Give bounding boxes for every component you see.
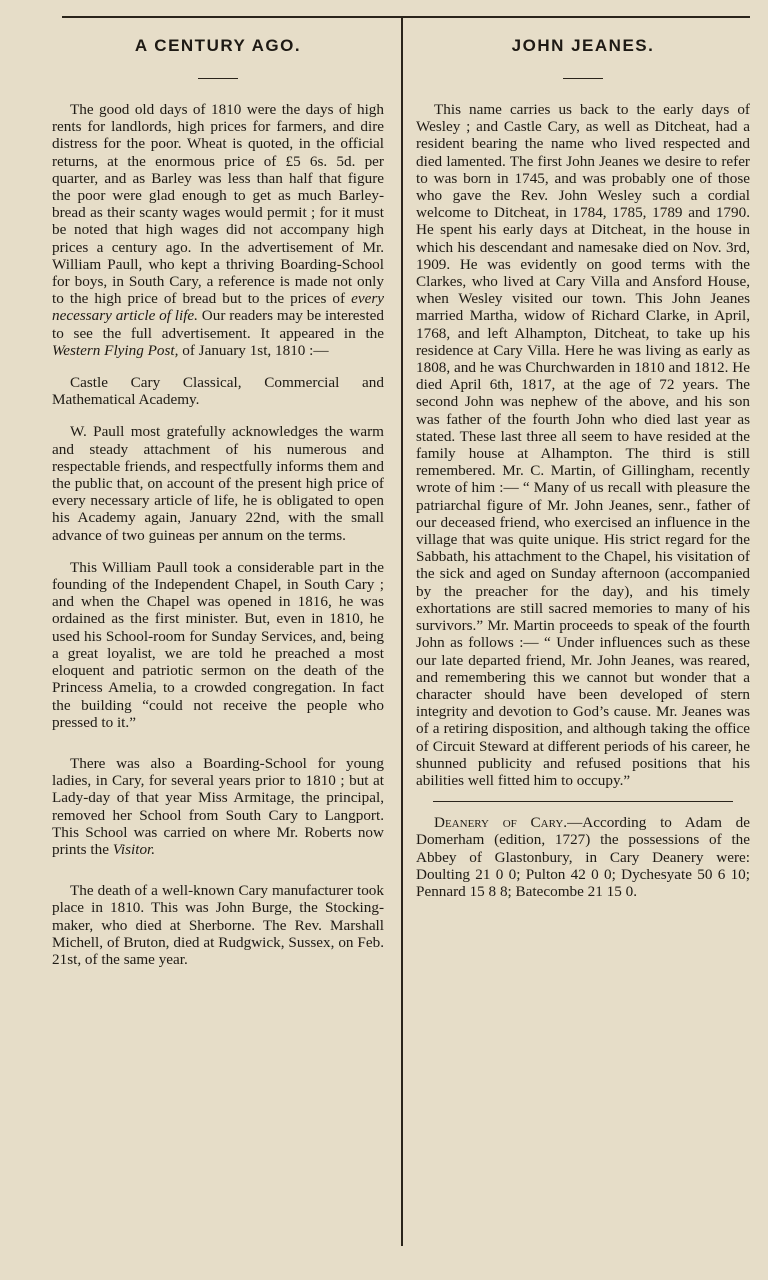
p1-text-a: The good old days of 1810 were the days of high rents for landlords, high prices for farmers, and dire distress for the poor. Wheat is quoted, in the official returns, at the enormous price of £5 6s. 5d. per quarter, and as Barley was less than half that figure the poor were glad enough to get as much Barley-bread as their scanty wages would permit ; for it must be noted that high wages did not accompany high prices a century ago. In the advertisement of Mr. William Paull, who kept a thriving Boarding-School for boys, in South Cary, a reference is made not only to the high price of bread but to the prices of — [52, 101, 384, 308]
top-rule — [62, 16, 750, 18]
right-heading: JOHN JEANES. — [511, 36, 655, 55]
p5-text: There was also a Boarding-School for young ladies, in Cary, for several years prior to 1810 ; but at Lady-day of that year Miss Armitage, the principal, removed her School from South Cary to Langport. This School was carried on where Mr. Roberts now prints the — [52, 754, 384, 858]
column-divider — [401, 18, 403, 1246]
century-paragraph-1 — [52, 101, 384, 359]
p1-text-c: of January 1st, 1810 :— — [178, 341, 329, 359]
century-paragraph-3: W. Paull most gratefully acknowledges the warm and steady attachment of his numerous and respectable friends, and respectfully informs them and the public that, on account of the present high price of every necessary article of life, he is obligated to open his Academy again, January 22nd, with the small advance of two guineas per annum on the terms. — [52, 423, 384, 544]
right-column — [416, 32, 750, 900]
p1-paper-name: Western Flying Post, — [52, 341, 179, 359]
deanery-paragraph — [416, 814, 750, 900]
century-paragraph-4: This William Paull took a considerable part in the founding of the Independent Chapel, in South Cary ; and when the Chapel was opened in 1816, he was ordained as the first minister. But, even in 1810, he used his School-room for Sunday Services, and, being a great loyalist, we are told he preached a most eloquent and patriotic sermon on the death of the Princess Amelia, to a crowded congregation. In fact the building “could not receive the people who pressed to it.” — [52, 558, 384, 731]
century-paragraph-6: The death of a well-known Cary manufacturer took place in 1810. This was John Burge, the Stocking-maker, who died at Sherborne. The Rev. Marshall Michell, of Bruton, died at Rudgwick, Sussex, on Feb. 21st, of the same year. — [52, 882, 384, 968]
deanery-text: —According to Adam de Domerham (edition, 1727) the possessions of the Abbey of Glastonbury, in Cary Deanery were: Doulting 21 0 0; Pulton 42 0 0; Dychesyate 50 6 10; Pennard 15 8 8; Batecombe 21 15 0. — [416, 814, 750, 900]
century-paragraph-5 — [52, 755, 384, 858]
left-heading: A CENTURY AGO. — [134, 36, 302, 55]
p1-text-b: Our readers may be interested to see the full advertisement. It appeared in the — [52, 307, 384, 342]
century-paragraph-2: Castle Cary Classical, Commercial and Mathematical Academy. — [52, 374, 384, 409]
deanery-head: Deanery of Cary. — [434, 814, 568, 832]
heading-dash — [198, 78, 238, 79]
p1-italic: every necessary article of life. — [52, 290, 384, 325]
heading-dash-right — [563, 78, 603, 79]
jeanes-paragraph: This name carries us back to the early days of Wesley ; and Castle Cary, as well as Ditcheat, had a resident bearing the name who lived respected and died lamented. The first John Jeanes we desire to refer to was born in 1745, and was probably one of those who gave the Rev. John Wesley such a cordial welcome to Ditcheat, in 1784, 1785, 1789 and 1790. He spent his early days at Ditcheat, in the house in which his descendant and namesake died on Nov. 3rd, 1909. He was evidently on good terms with the Clarkes, who lived at Cary Villa and Ansford House, when Wesley visited our town. This John Jeanes married Martha, widow of Richard Clarke, in April, 1768, and left Alhampton, Ditcheat, to take up his residence at Cary Villa. Here he was living as early as 1808, and he was Churchwarden in 1810 and 1812. He died April 6th, 1817, at the age of 72 years. The second John was nephew of the above, and his son was father of the fourth John who died last year as stated. These last three all seem to have resided at the family house at Alhampton. The third is still remembered. Mr. C. Martin, of Gillingham, recently wrote of him :— “ Many of us recall with pleasure the patriarchal figure of Mr. John Jeanes, senr., father of our deceased friend, who exercised an influence in the village that was quite unique. His strict regard for the Sabbath, his attachment to the Chapel, his visitation of the sick and aged on Sunday afternoon (accompanied by the preacher for the day), and his timely exhortations are still sacred memories to many of his survivors.” Mr. Martin proceeds to speak of the fourth John as follows :— “ Under influences such as these our late departed friend, Mr. John Jeanes, was reared, and remembering this we cannot but wonder that a character should have been developed of stern integrity and devotion to God’s cause. Mr. Jeanes was of a retiring disposition, and although taking the office of Circuit Steward at different periods of his career, he shunned publicity and refused positions that his abilities well fitted him to occupy.” — [416, 101, 750, 789]
p5-italic: Visitor. — [112, 840, 156, 858]
left-column — [52, 32, 384, 968]
section-rule — [433, 801, 733, 802]
